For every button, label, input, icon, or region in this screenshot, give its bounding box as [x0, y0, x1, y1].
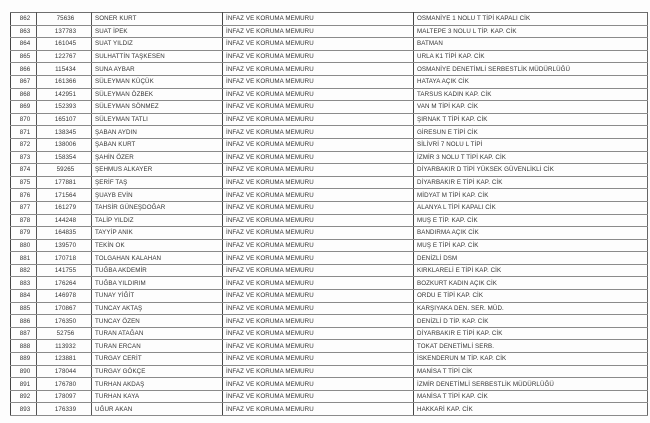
record-id-cell: 141755	[37, 264, 92, 277]
institution-name-cell: MALTEPE 3 NOLU L TİP. KAP. CİK	[414, 25, 648, 38]
person-name-cell: TOLGAHAN KALAHAN	[92, 252, 223, 265]
table-row	[11, 315, 648, 328]
person-name-cell: TURHAN AKDAŞ	[92, 378, 223, 391]
person-name-cell: TURHAN KAYA	[92, 390, 223, 403]
person-name-cell: TUNCAY ÖZEN	[92, 315, 223, 328]
record-id-cell: 171564	[37, 189, 92, 202]
table-row	[11, 390, 648, 403]
institution-name-cell: İZMİR DENETİMLİ SERBESTLİK MÜDÜRLÜĞÜ	[414, 378, 648, 391]
record-id-cell: 139570	[37, 239, 92, 252]
person-name-cell: TURGAY CERİT	[92, 353, 223, 366]
job-title-cell: İNFAZ VE KORUMA MEMURU	[223, 353, 414, 366]
person-name-cell: ŞERİF TAŞ	[92, 176, 223, 189]
person-name-cell: SÜLEYMAN KÜÇÜK	[92, 75, 223, 88]
person-name-cell: ŞAHİN ÖZER	[92, 151, 223, 164]
institution-name-cell: BATMAN	[414, 38, 648, 51]
table-row	[11, 13, 648, 26]
institution-name-cell: MİDYAT M TİPİ KAP. CİK	[414, 189, 648, 202]
person-name-cell: SUAT YILDIZ	[92, 38, 223, 51]
table-row	[11, 327, 648, 340]
table-row	[11, 75, 648, 88]
institution-name-cell: SİLİVRİ 7 NOLU L TİPİ	[414, 138, 648, 151]
table-row	[11, 277, 648, 290]
row-number-cell: 870	[11, 113, 37, 126]
person-name-cell: SÜLEYMAN SÖNMEZ	[92, 101, 223, 114]
record-id-cell: 122767	[37, 50, 92, 63]
person-name-cell: ŞABAN KURT	[92, 138, 223, 151]
institution-name-cell: GİRESUN E TİPİ CİK	[414, 126, 648, 139]
person-name-cell: TAYYİP ANIK	[92, 227, 223, 240]
person-name-cell: SUAT İPEK	[92, 25, 223, 38]
row-number-cell: 867	[11, 75, 37, 88]
institution-name-cell: DİYARBAKIR E TİPİ KAP. CİK	[414, 176, 648, 189]
person-name-cell: TURGAY GÖKÇE	[92, 365, 223, 378]
job-title-cell: İNFAZ VE KORUMA MEMURU	[223, 252, 414, 265]
record-id-cell: 164835	[37, 227, 92, 240]
table-row	[11, 176, 648, 189]
row-number-cell: 882	[11, 264, 37, 277]
table-row	[11, 378, 648, 391]
table-row	[11, 353, 648, 366]
person-name-cell: TEKİN OK	[92, 239, 223, 252]
institution-name-cell: DENİZLİ D TİP. KAP. CİK	[414, 315, 648, 328]
record-id-cell: 137783	[37, 25, 92, 38]
row-number-cell: 890	[11, 365, 37, 378]
table-row	[11, 63, 648, 76]
job-title-cell: İNFAZ VE KORUMA MEMURU	[223, 378, 414, 391]
institution-name-cell: VAN M TİPİ KAP. CİK	[414, 101, 648, 114]
table-row	[11, 164, 648, 177]
table-body	[11, 13, 648, 416]
job-title-cell: İNFAZ VE KORUMA MEMURU	[223, 164, 414, 177]
institution-name-cell: DİYARBAKIR D TİPİ YÜKSEK GÜVENLİKLİ CİK	[414, 164, 648, 177]
row-number-cell: 873	[11, 151, 37, 164]
institution-name-cell: URLA K1 TİPİ KAP. CİK	[414, 50, 648, 63]
table-row	[11, 227, 648, 240]
person-name-cell: TUNCAY AKTAŞ	[92, 302, 223, 315]
table-row	[11, 252, 648, 265]
table-row	[11, 189, 648, 202]
record-id-cell: 178097	[37, 390, 92, 403]
record-id-cell: 165107	[37, 113, 92, 126]
job-title-cell: İNFAZ VE KORUMA MEMURU	[223, 151, 414, 164]
table-row	[11, 113, 648, 126]
row-number-cell: 877	[11, 201, 37, 214]
table-row	[11, 101, 648, 114]
row-number-cell: 866	[11, 63, 37, 76]
job-title-cell: İNFAZ VE KORUMA MEMURU	[223, 13, 414, 26]
table-row	[11, 290, 648, 303]
person-name-cell: TURAN ERCAN	[92, 340, 223, 353]
job-title-cell: İNFAZ VE KORUMA MEMURU	[223, 315, 414, 328]
row-number-cell: 874	[11, 164, 37, 177]
table-row	[11, 25, 648, 38]
record-id-cell: 75636	[37, 13, 92, 26]
job-title-cell: İNFAZ VE KORUMA MEMURU	[223, 290, 414, 303]
row-number-cell: 886	[11, 315, 37, 328]
table-row	[11, 365, 648, 378]
row-number-cell: 880	[11, 239, 37, 252]
row-number-cell: 869	[11, 101, 37, 114]
table-row	[11, 50, 648, 63]
institution-name-cell: HATAYA AÇIK CİK	[414, 75, 648, 88]
row-number-cell: 865	[11, 50, 37, 63]
record-id-cell: 158354	[37, 151, 92, 164]
table-row	[11, 38, 648, 51]
job-title-cell: İNFAZ VE KORUMA MEMURU	[223, 340, 414, 353]
job-title-cell: İNFAZ VE KORUMA MEMURU	[223, 277, 414, 290]
institution-name-cell: TARSUS KADIN KAP. CİK	[414, 88, 648, 101]
job-title-cell: İNFAZ VE KORUMA MEMURU	[223, 264, 414, 277]
institution-name-cell: ŞIRNAK T TİPİ KAP. CİK	[414, 113, 648, 126]
institution-name-cell: TOKAT DENETİMLİ SERB.	[414, 340, 648, 353]
person-name-cell: SONER KURT	[92, 13, 223, 26]
row-number-cell: 863	[11, 25, 37, 38]
person-name-cell: TAHSİR GÜNEŞDOĞAR	[92, 201, 223, 214]
record-id-cell: 161045	[37, 38, 92, 51]
job-title-cell: İNFAZ VE KORUMA MEMURU	[223, 189, 414, 202]
table-row	[11, 201, 648, 214]
person-name-cell: SÜLEYMAN ÖZBEK	[92, 88, 223, 101]
row-number-cell: 893	[11, 403, 37, 416]
table-row	[11, 126, 648, 139]
institution-name-cell: BANDIRMA AÇIK CİK	[414, 227, 648, 240]
institution-name-cell: DİYARBAKIR E TİPİ KAP. CİK	[414, 327, 648, 340]
record-id-cell: 152393	[37, 101, 92, 114]
record-id-cell: 138006	[37, 138, 92, 151]
record-id-cell: 176264	[37, 277, 92, 290]
record-id-cell: 161279	[37, 201, 92, 214]
job-title-cell: İNFAZ VE KORUMA MEMURU	[223, 214, 414, 227]
row-number-cell: 892	[11, 390, 37, 403]
job-title-cell: İNFAZ VE KORUMA MEMURU	[223, 227, 414, 240]
job-title-cell: İNFAZ VE KORUMA MEMURU	[223, 365, 414, 378]
table-row	[11, 88, 648, 101]
institution-name-cell: OSMANİYE 1 NOLU T TİPİ KAPALI CİK	[414, 13, 648, 26]
table-row	[11, 302, 648, 315]
row-number-cell: 864	[11, 38, 37, 51]
job-title-cell: İNFAZ VE KORUMA MEMURU	[223, 88, 414, 101]
table-row	[11, 138, 648, 151]
person-name-cell: SÜLEYMAN TATLI	[92, 113, 223, 126]
personnel-table	[10, 12, 648, 416]
row-number-cell: 871	[11, 126, 37, 139]
person-name-cell: TUNAY YİĞİT	[92, 290, 223, 303]
record-id-cell: 177881	[37, 176, 92, 189]
row-number-cell: 872	[11, 138, 37, 151]
record-id-cell: 176350	[37, 315, 92, 328]
person-name-cell: SUNA AYBAR	[92, 63, 223, 76]
row-number-cell: 888	[11, 340, 37, 353]
institution-name-cell: İZMİR 3 NOLU T TİPİ KAP. CİK	[414, 151, 648, 164]
job-title-cell: İNFAZ VE KORUMA MEMURU	[223, 176, 414, 189]
record-id-cell: 144248	[37, 214, 92, 227]
institution-name-cell: MANİSA T TİPİ CİK	[414, 365, 648, 378]
row-number-cell: 885	[11, 302, 37, 315]
job-title-cell: İNFAZ VE KORUMA MEMURU	[223, 138, 414, 151]
record-id-cell: 52756	[37, 327, 92, 340]
table-row	[11, 403, 648, 416]
row-number-cell: 883	[11, 277, 37, 290]
row-number-cell: 868	[11, 88, 37, 101]
record-id-cell: 176780	[37, 378, 92, 391]
record-id-cell: 161366	[37, 75, 92, 88]
table-row	[11, 151, 648, 164]
job-title-cell: İNFAZ VE KORUMA MEMURU	[223, 25, 414, 38]
row-number-cell: 879	[11, 227, 37, 240]
record-id-cell: 138345	[37, 126, 92, 139]
job-title-cell: İNFAZ VE KORUMA MEMURU	[223, 302, 414, 315]
person-name-cell: TALİP YILDIZ	[92, 214, 223, 227]
institution-name-cell: ORDU E TİPİ KAP. CİK	[414, 290, 648, 303]
institution-name-cell: MANİSA T TİPİ KAP. CİK	[414, 390, 648, 403]
institution-name-cell: KIRKLARELİ E TİPİ KAP. CİK	[414, 264, 648, 277]
row-number-cell: 876	[11, 189, 37, 202]
person-name-cell: UĞUR AKAN	[92, 403, 223, 416]
record-id-cell: 146978	[37, 290, 92, 303]
record-id-cell: 176339	[37, 403, 92, 416]
job-title-cell: İNFAZ VE KORUMA MEMURU	[223, 63, 414, 76]
row-number-cell: 878	[11, 214, 37, 227]
person-name-cell: SULHATTİN TAŞKESEN	[92, 50, 223, 63]
person-name-cell: ŞEHMUS ALKAYER	[92, 164, 223, 177]
row-number-cell: 889	[11, 353, 37, 366]
record-id-cell: 123881	[37, 353, 92, 366]
table-row	[11, 239, 648, 252]
institution-name-cell: DENİZLİ DSM	[414, 252, 648, 265]
institution-name-cell: OSMANİYE DENETİMLİ SERBESTLİK MÜDÜRLÜĞÜ	[414, 63, 648, 76]
institution-name-cell: BOZKURT KADIN AÇIK CİK	[414, 277, 648, 290]
institution-name-cell: MUŞ E TİPİ KAP. CİK	[414, 239, 648, 252]
person-name-cell: ŞUAYB EVİN	[92, 189, 223, 202]
job-title-cell: İNFAZ VE KORUMA MEMURU	[223, 403, 414, 416]
record-id-cell: 170867	[37, 302, 92, 315]
institution-name-cell: MUŞ E TİP. KAP. CİK	[414, 214, 648, 227]
person-name-cell: ŞABAN AYDIN	[92, 126, 223, 139]
row-number-cell: 875	[11, 176, 37, 189]
person-name-cell: TUĞBA YILDIRIM	[92, 277, 223, 290]
job-title-cell: İNFAZ VE KORUMA MEMURU	[223, 239, 414, 252]
job-title-cell: İNFAZ VE KORUMA MEMURU	[223, 390, 414, 403]
table-row	[11, 264, 648, 277]
person-name-cell: TUĞBA AKDEMİR	[92, 264, 223, 277]
job-title-cell: İNFAZ VE KORUMA MEMURU	[223, 50, 414, 63]
row-number-cell: 881	[11, 252, 37, 265]
job-title-cell: İNFAZ VE KORUMA MEMURU	[223, 201, 414, 214]
job-title-cell: İNFAZ VE KORUMA MEMURU	[223, 113, 414, 126]
institution-name-cell: İSKENDERUN M TİP. KAP. CİK	[414, 353, 648, 366]
record-id-cell: 170718	[37, 252, 92, 265]
record-id-cell: 142951	[37, 88, 92, 101]
row-number-cell: 891	[11, 378, 37, 391]
record-id-cell: 113932	[37, 340, 92, 353]
job-title-cell: İNFAZ VE KORUMA MEMURU	[223, 327, 414, 340]
job-title-cell: İNFAZ VE KORUMA MEMURU	[223, 126, 414, 139]
institution-name-cell: ALANYA L TİPİ KAPALI CİK	[414, 201, 648, 214]
row-number-cell: 884	[11, 290, 37, 303]
row-number-cell: 887	[11, 327, 37, 340]
record-id-cell: 178044	[37, 365, 92, 378]
job-title-cell: İNFAZ VE KORUMA MEMURU	[223, 75, 414, 88]
row-number-cell: 862	[11, 13, 37, 26]
institution-name-cell: HAKKARİ KAP. CİK	[414, 403, 648, 416]
person-name-cell: TURAN ATAĞAN	[92, 327, 223, 340]
table-row	[11, 340, 648, 353]
institution-name-cell: KARŞIYAKA DEN. SER. MÜD.	[414, 302, 648, 315]
record-id-cell: 59265	[37, 164, 92, 177]
job-title-cell: İNFAZ VE KORUMA MEMURU	[223, 38, 414, 51]
table-row	[11, 214, 648, 227]
record-id-cell: 115434	[37, 63, 92, 76]
job-title-cell: İNFAZ VE KORUMA MEMURU	[223, 101, 414, 114]
